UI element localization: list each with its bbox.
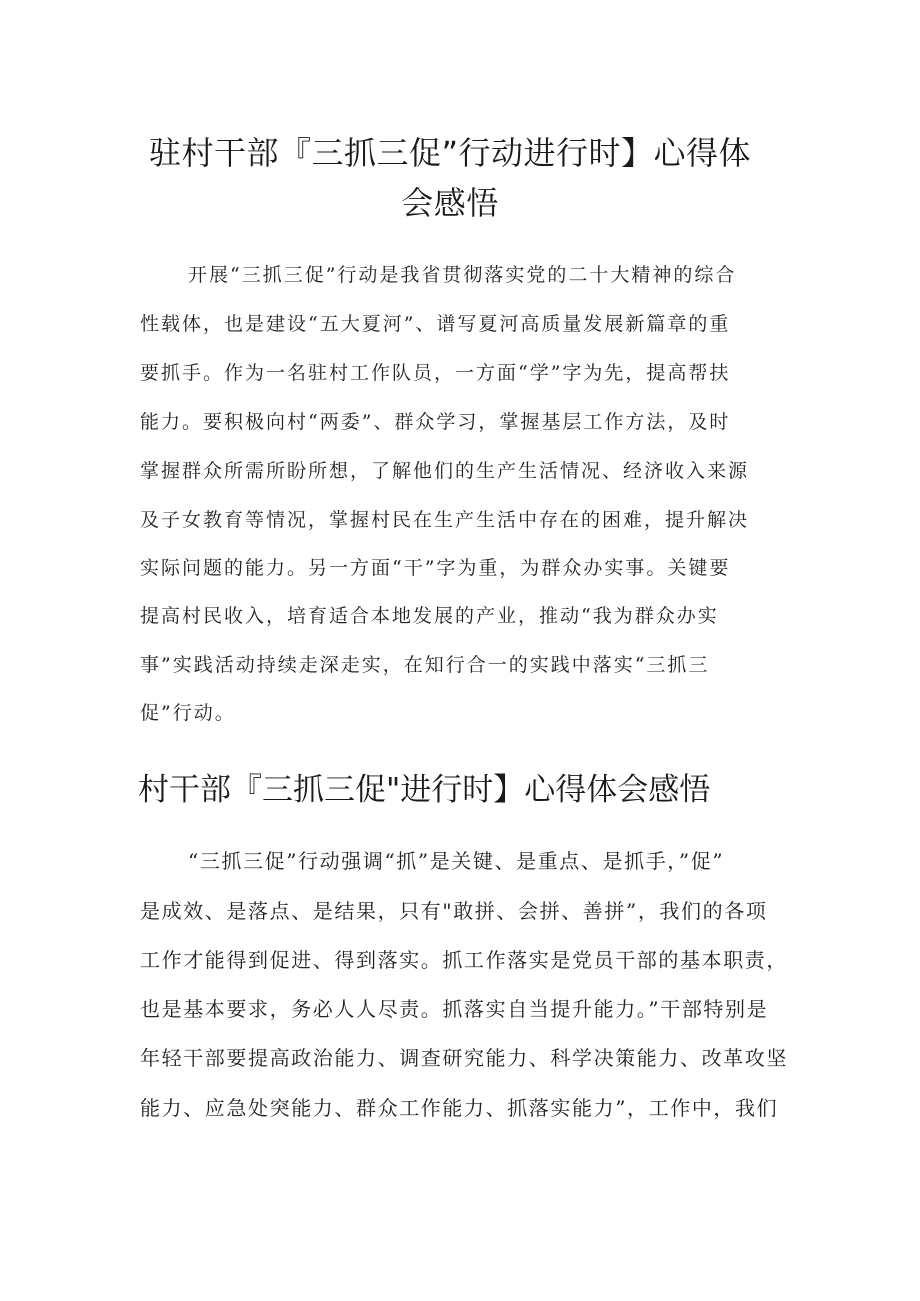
paragraph-2-line: 是成效、是落点、是结果，只有"敢拼、会拼、善拼”，我们的各项 <box>140 899 768 923</box>
document-title-line-1: 驻村干部『三抓三促”行动进行时】心得体 <box>148 134 752 172</box>
document-title-line-2: 会感悟 <box>401 184 499 222</box>
paragraph-2-line: 工作才能得到促进、得到落实。抓工作落实是党员干部的基本职责， <box>140 948 788 972</box>
paragraph-1-line: 要抓手。作为一名驻村工作队员，一方面“学”字为先，提高帮扶 <box>140 362 731 384</box>
paragraph-1-line: 性载体，也是建设“五大夏河”、谱写夏河高质量发展新篇章的重 <box>140 313 731 335</box>
paragraph-2-line: 能力、应急处突能力、群众工作能力、抓落实能力”，工作中，我们 <box>140 1096 779 1120</box>
paragraph-1-line: 事”实践活动持续走深走实，在知行合一的实践中落实“三抓三 <box>140 654 710 676</box>
paragraph-1-line: 促”行动。 <box>140 702 236 724</box>
section-heading: 村干部『三抓三促"进行时】心得体会感悟 <box>138 772 711 808</box>
paragraph-1-line: 掌握群众所需所盼所想，了解他们的生产生活情况、经济收入来源 <box>140 460 750 482</box>
paragraph-2-line: 也是基本要求，务必人人尽责。抓落实自当提升能力。”干部特别是 <box>140 997 769 1021</box>
paragraph-2-line: “三抓三促”行动强调“抓”是关键、是重点、是抓手，”促” <box>188 849 725 873</box>
paragraph-1-line: 及子女教育等情况，掌握村民在生产生活中存在的困难，提升解决 <box>140 509 750 531</box>
paragraph-1-line: 提高村民收入，培育适合本地发展的产业，推动“我为群众办实 <box>140 605 719 627</box>
paragraph-1-line: 开展“三抓三促”行动是我省贯彻落实党的二十大精神的综合 <box>188 264 737 286</box>
paragraph-2-line: 年轻干部要提高政治能力、调查研究能力、科学决策能力、改革攻坚 <box>140 1046 788 1070</box>
paragraph-1-line: 能力。要积极向村“两委”、群众学习，掌握基层工作方法，及时 <box>140 411 731 433</box>
paragraph-1-line: 实际问题的能力。另一方面“干”字为重，为群众办实事。关键要 <box>140 557 731 579</box>
